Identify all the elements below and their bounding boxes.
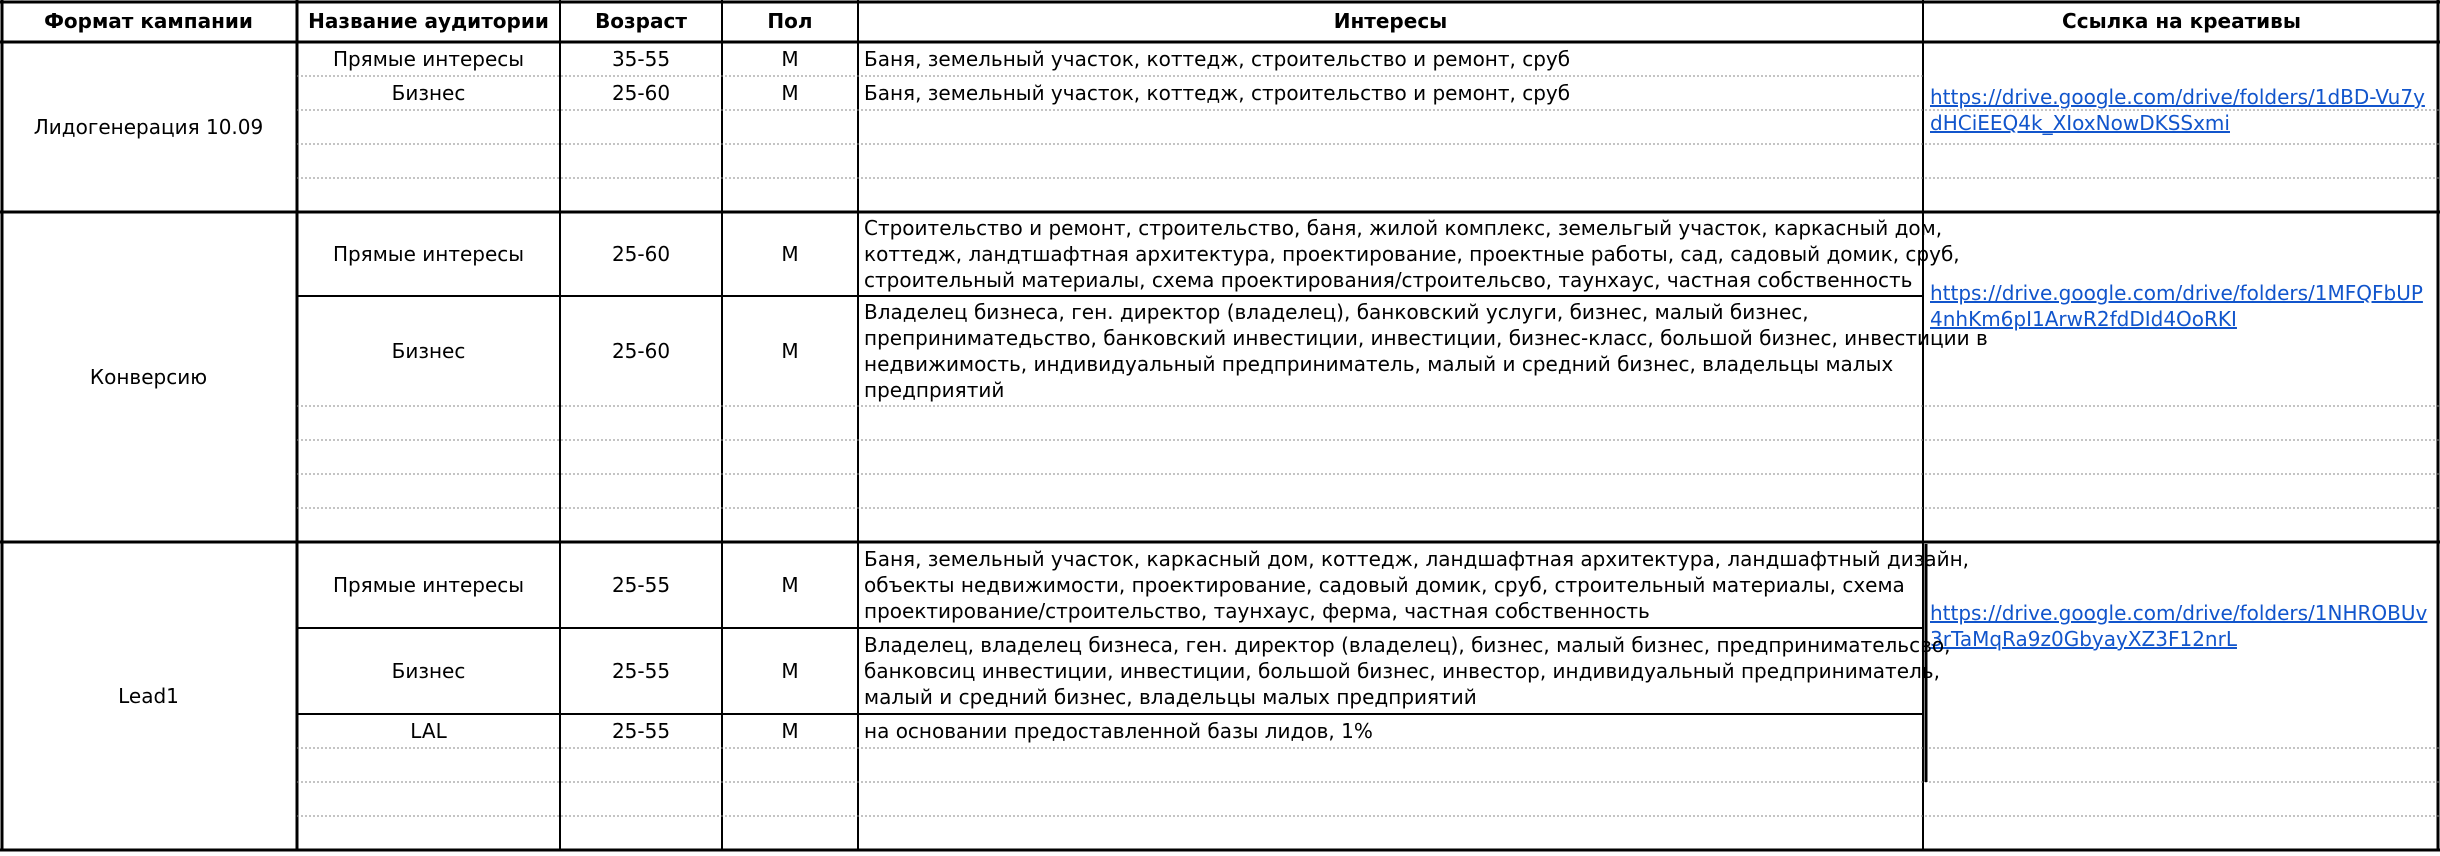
gender: М xyxy=(781,242,799,266)
interests-text: коттедж, ландтшафтная архитектура, проектирование, проектные работы, сад, садовый домик, сруб, xyxy=(864,242,1960,266)
creatives-link[interactable]: https://drive.google.com/drive/folders/1dBD-Vu7ydHCiEEQ4k_XIoxNowDKSSxmi xyxy=(1930,85,2425,135)
gender: М xyxy=(781,47,799,71)
interests-text: Баня, земельный участок, каркасный дом, коттедж, ландшафтная архитектура, ландшафтный дизайн, xyxy=(864,547,1970,571)
age-range: 25-55 xyxy=(611,573,671,597)
interests-text: предприятий xyxy=(864,378,1005,402)
creatives-link[interactable]: https://drive.google.com/drive/folders/1MFQFbUP4nhKm6pI1ArwR2fdDId4OoRKI xyxy=(1930,281,2423,331)
campaign-format: Lead1 xyxy=(118,684,179,708)
audience-name: Прямые интересы xyxy=(332,573,525,597)
header-interests: Интересы xyxy=(1333,9,1448,33)
interests-text: Строительство и ремонт, строительство, баня, жилой комплекс, земельгый участок, каркасный дом, xyxy=(864,216,1943,240)
interests-text: банковсиц инвестиции, инвестиции, большой бизнес, инвестор, индивидуальный предприниматель, xyxy=(864,659,1940,683)
age-range: 25-55 xyxy=(611,719,671,743)
interests-text: объекты недвижимости, проектирование, садовый домик, сруб, строительный материалы, схема xyxy=(864,573,1905,597)
gender: М xyxy=(781,339,799,363)
age-range: 25-60 xyxy=(611,81,671,105)
interests-text: строительный материалы, схема проектирования/строительсво, таунхаус, частная собственность xyxy=(864,268,1913,292)
audience-name: Бизнес xyxy=(391,81,466,105)
audience-name: Бизнес xyxy=(391,659,466,683)
age-range: 25-60 xyxy=(611,339,671,363)
campaign-format: Конверсию xyxy=(89,365,208,389)
header-format: Формат кампании xyxy=(44,9,253,33)
header-age: Возраст xyxy=(595,9,687,33)
interests-text: недвижимость, индивидуальный предприниматель, малый и средний бизнес, владельцы малых xyxy=(864,352,1894,376)
header-gender: Пол xyxy=(767,9,813,33)
audience-name: Прямые интересы xyxy=(332,47,525,71)
age-range: 25-55 xyxy=(611,659,671,683)
interests-text: на основании предоставленной базы лидов, 1% xyxy=(864,719,1373,743)
audience-name: LAL xyxy=(410,719,447,743)
gender: М xyxy=(781,659,799,683)
gender: М xyxy=(781,573,799,597)
interests-text: преприниматедьство, банковский инвестиции, инвестиции, бизнес-класс, большой бизнес, инвестиции в xyxy=(864,326,1988,350)
header-creatives: Ссылка на креативы xyxy=(2062,9,2301,33)
header-audience: Название аудитории xyxy=(308,9,549,33)
interests-text: малый и средний бизнес, владельцы малых предприятий xyxy=(864,685,1477,709)
gender: М xyxy=(781,81,799,105)
interests-text: проектирование/строительство, таунхаус, ферма, частная собственность xyxy=(864,599,1650,623)
gender: М xyxy=(781,719,799,743)
audience-name: Прямые интересы xyxy=(332,242,525,266)
interests-text: Баня, земельный участок, коттедж, строительство и ремонт, сруб xyxy=(864,47,1571,71)
interests-text: Владелец бизнеса, ген. директор (владелец), банковский услуги, бизнес, малый бизнес, xyxy=(864,300,1809,324)
campaign-format: Лидогенерация 10.09 xyxy=(33,115,264,139)
age-range: 25-60 xyxy=(611,242,671,266)
interests-text: Владелец, владелец бизнеса, ген. директор (владелец), бизнес, малый бизнес, предпринимательсво, xyxy=(864,633,1951,657)
interests-text: Баня, земельный участок, коттедж, строительство и ремонт, сруб xyxy=(864,81,1571,105)
audience-name: Бизнес xyxy=(391,339,466,363)
creatives-link[interactable]: https://drive.google.com/drive/folders/1NHROBUv3rTaMqRa9z0GbyayXZ3F12nrL xyxy=(1930,601,2428,651)
age-range: 35-55 xyxy=(611,47,671,71)
